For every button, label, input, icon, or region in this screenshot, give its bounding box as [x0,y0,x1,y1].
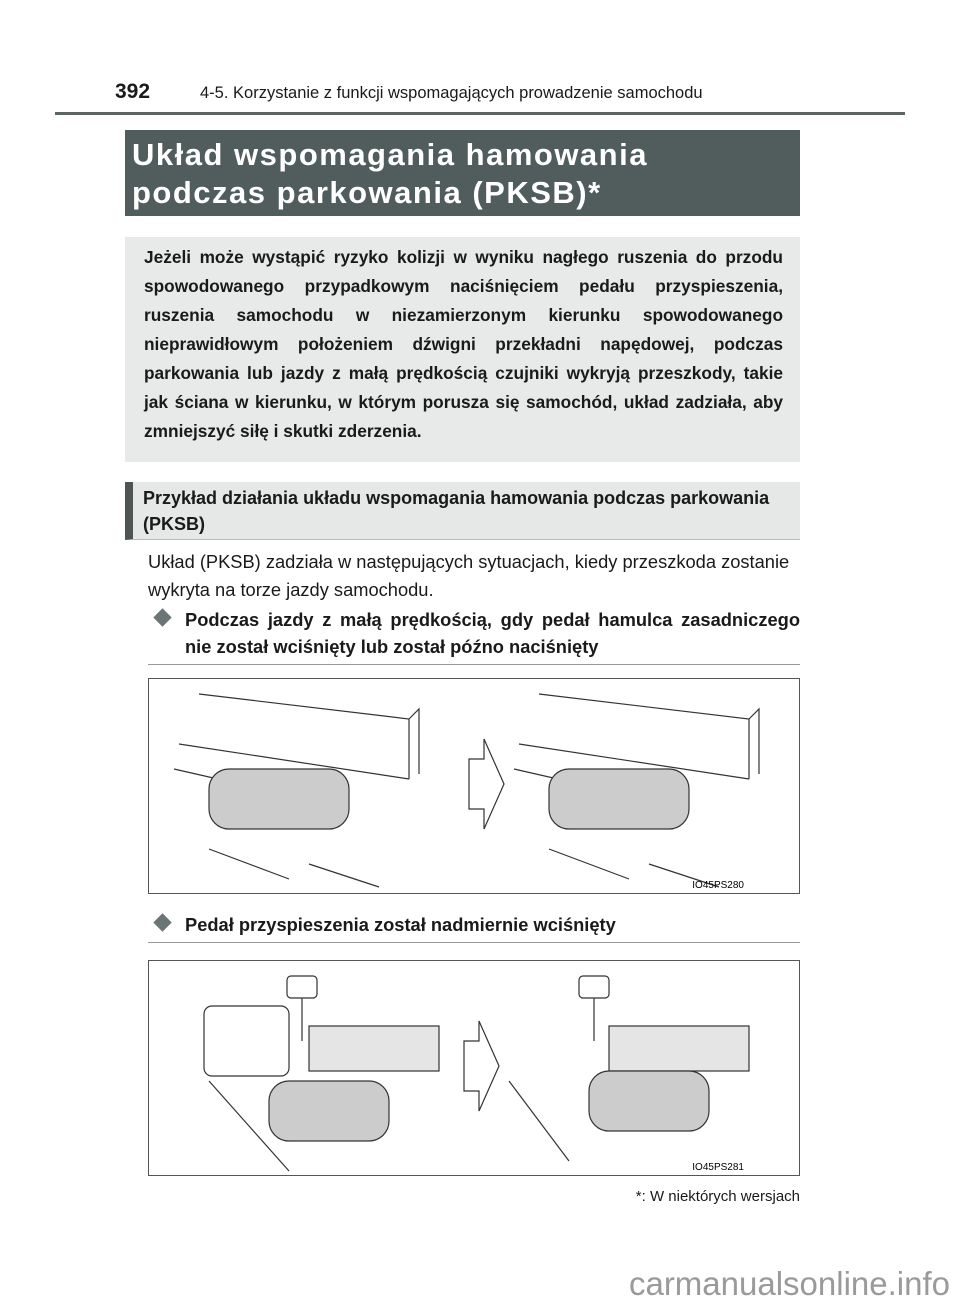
car-wall-illustration [149,679,799,893]
car-parking-illustration [149,961,799,1175]
figure-code: IO45PS280 [692,880,744,891]
bullet-text: Podczas jazdy z małą prędkością, gdy pedał hamulca zasadniczego nie został wciśnięty lub został późno naciśnięty [185,609,800,657]
watermark: carmanualsonline.info [628,1265,950,1302]
page-number: 392 [115,80,151,103]
bullet-heading [148,606,800,665]
illustration-parking [148,960,800,1176]
diamond-icon [153,913,171,931]
chapter-title: 4-5. Korzystanie z funkcji wspomagających prowadzenie samochodu [200,84,703,102]
intro-box: Jeżeli może wystąpić ryzyko kolizji w wyniku nagłego ruszenia do przodu spowodowanego przypadkowym naciśnięciem pedału przyspieszenia, ruszenia samochodu w niezamierzonym kierunku spowodowanego nieprawidłowym położeniem dźwigni przekładni napędowej, podczas parkowania lub jazdy z małą prędkością czujniki wykryją przeszkody, takie jak ściana w kierunku, w którym porusza się samochód, układ zadziała, aby zmniejszyć siłę i skutki zderzenia. [125,237,800,462]
section-title-line1: Układ wspomagania hamowania [132,137,648,172]
footnote: *: W niektórych wersjach [635,1188,800,1205]
header-divider [55,112,905,115]
diamond-icon [153,608,171,626]
figure-code: IO45PS281 [692,1162,744,1173]
bullet-heading [148,911,800,943]
bullet-text: Pedał przyspieszenia został nadmiernie wciśnięty [185,914,616,935]
section-title [125,130,800,216]
subheading: Przykład działania układu wspomagania hamowania podczas parkowania (PKSB) [125,482,800,540]
body-paragraph: Układ (PKSB) zadziała w następujących sytuacjach, kiedy przeszkoda zostanie wykryta na torze jazdy samochodu. [148,551,790,600]
illustration-wall [148,678,800,894]
section-title-line2: podczas parkowania (PKSB)* [132,175,602,210]
